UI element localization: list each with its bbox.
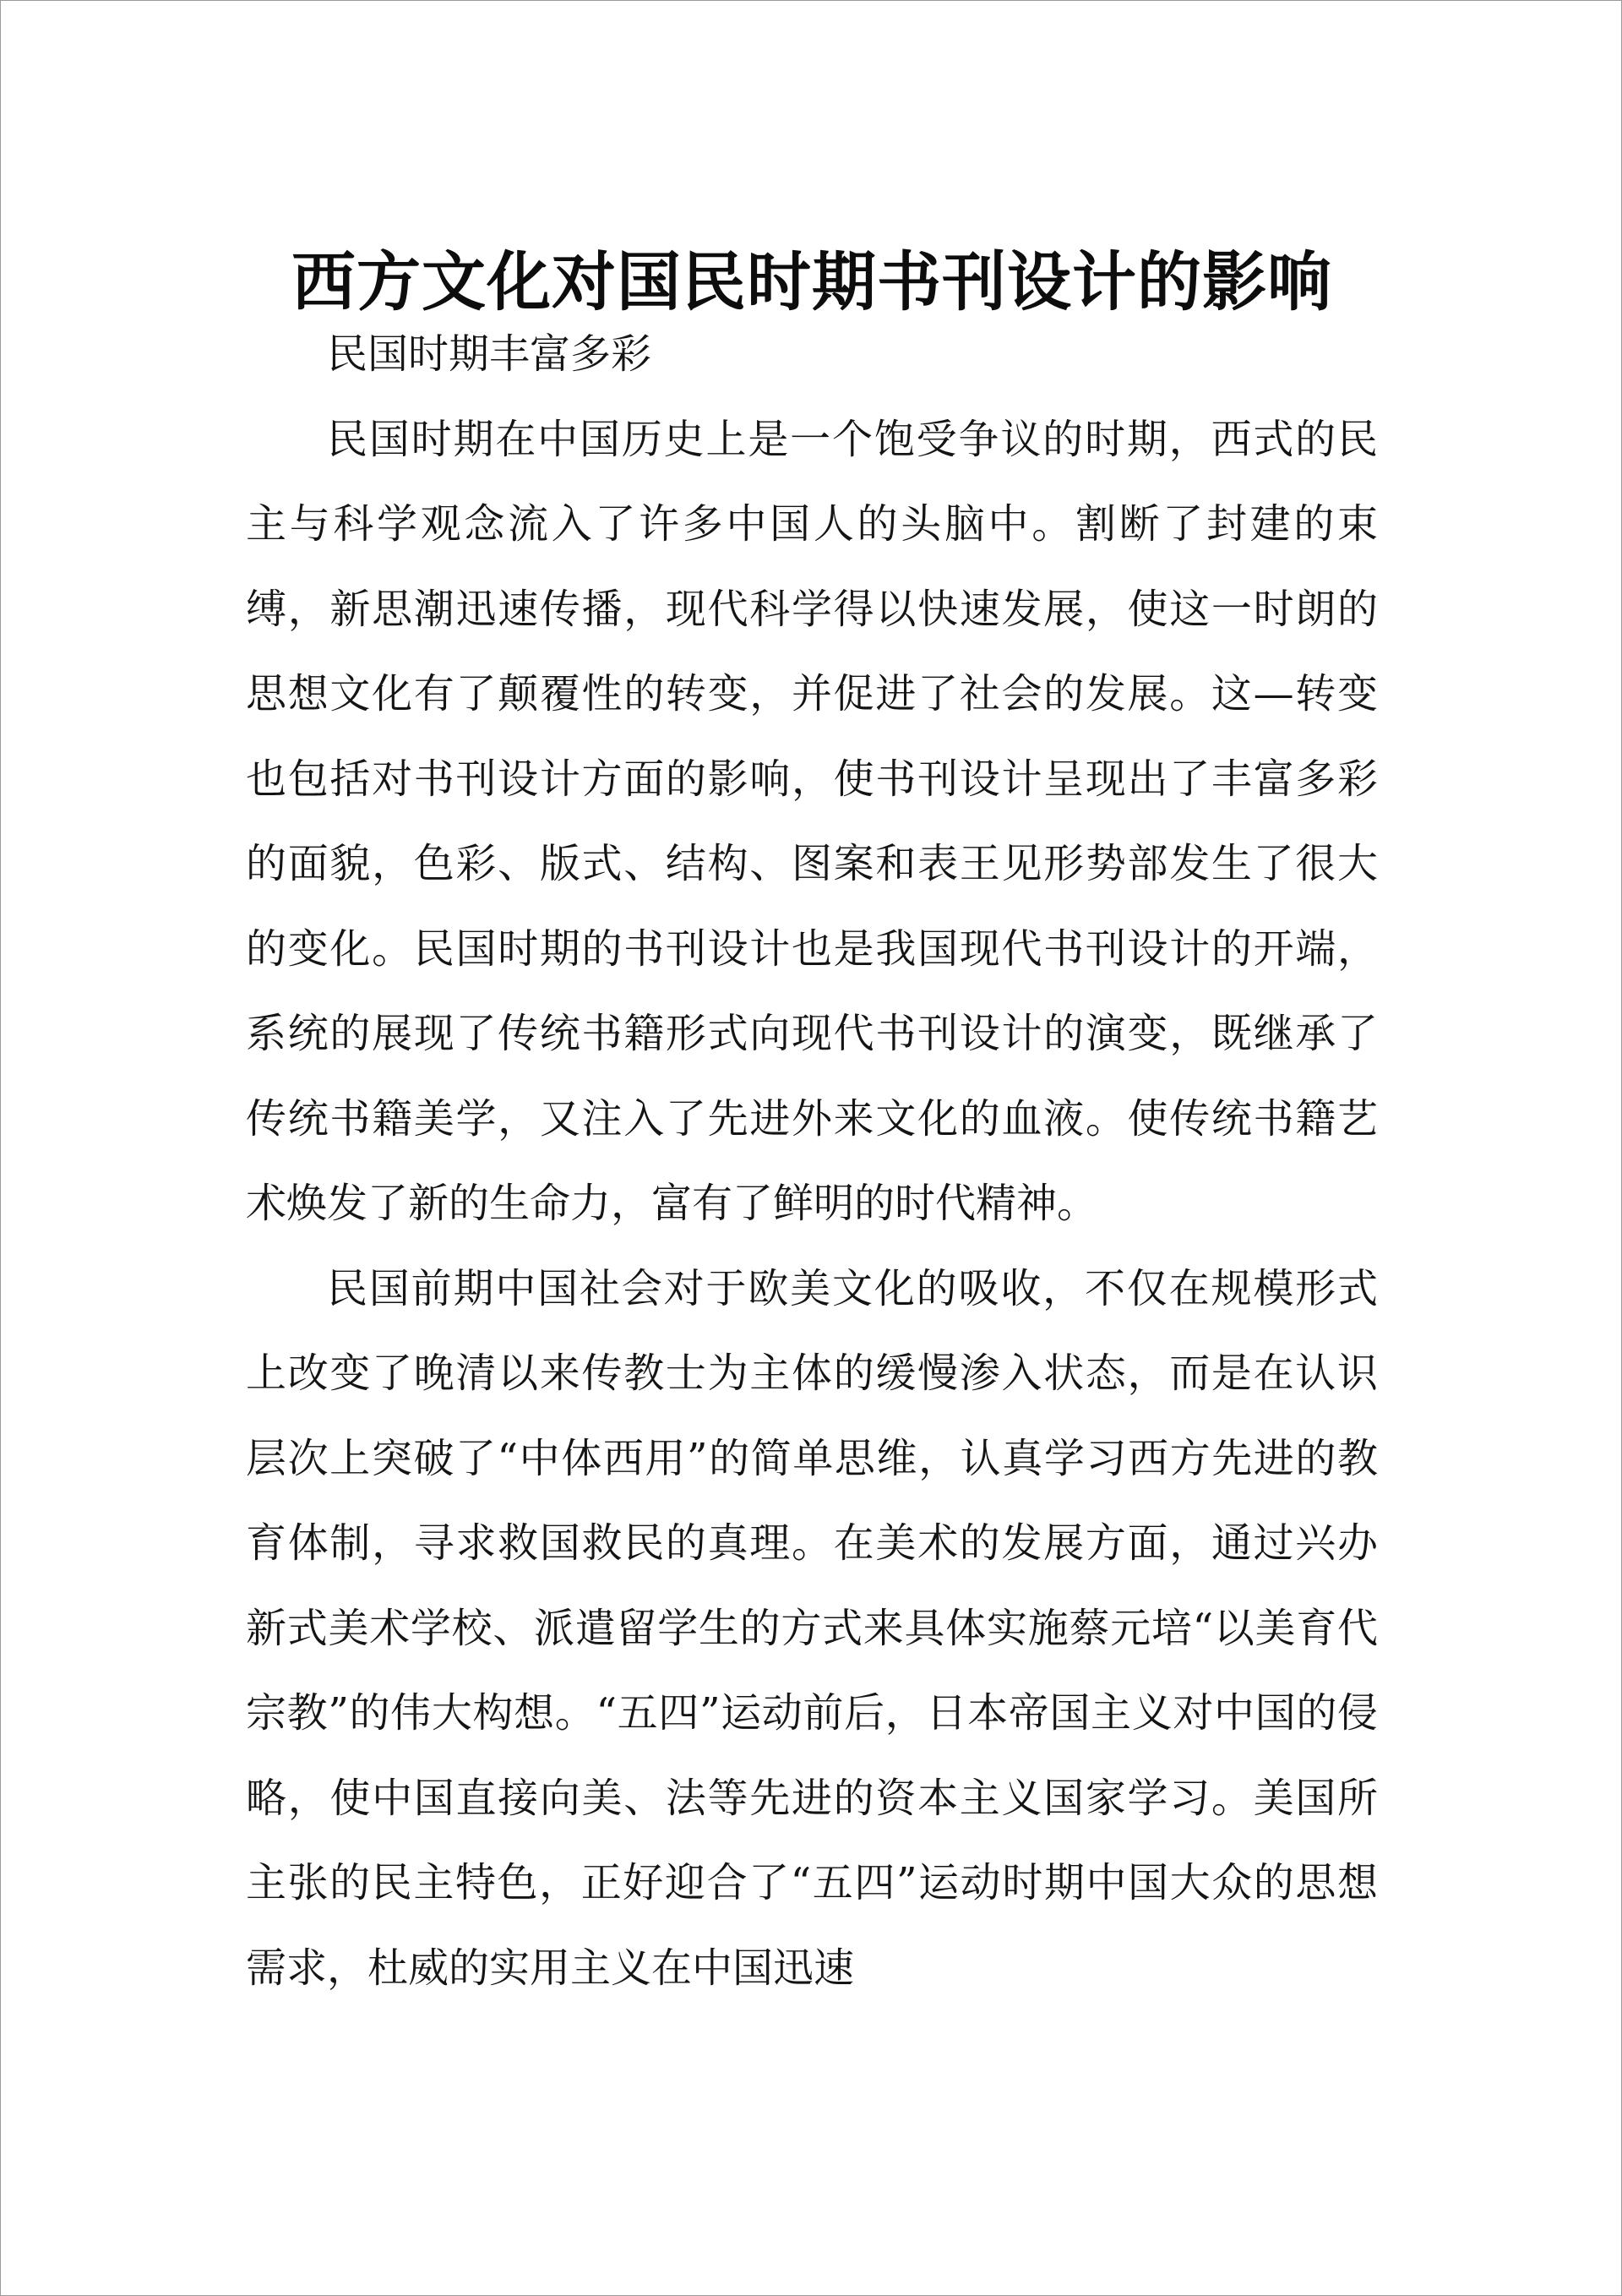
- paragraph-1: 民国时期在中国历史上是一个饱受争议的时期，西式的民主与科学观念流入了许多中国人的头脑中。割断了封建的束缚，新思潮迅速传播，现代科学得以快速发展，使这一时朗的思想文化有了颠覆性的转变，并促进了社会的发展。这—转变也包括对书刊设计方面的影响，使书刊设计呈现出了丰富多彩的面貌，色彩、版式、结构、图案和表王见形势部发生了很大的变化。民国时期的书刊设计也是我国现代书刊设计的开端，系统的展现了传统书籍形式向现代书刊设计的演变，既继承了传统书籍美学，又注入了先进外来文化的血液。使传统书籍艺术焕发了新的生命力，富有了鲜明的时代精神。: [246, 415, 1378, 1227]
- document-title: 西方文化对国民时期书刊设计的影响: [291, 243, 1332, 319]
- paragraph-2: 民国前期中国社会对于欧美文化的吸收，不仅在规模形式上改变了晚清以来传教士为主体的缓慢渗入状态，而是在认识层次上突破了“中体西用”的简单思维，认真学习西方先进的教育体制，寻求救国救民的真理。在美术的发展方面，通过兴办新式美术学校、派遣留学生的方式来具体实施蔡元培“以美育代宗教”的伟大构想。“五四”运动前后，日本帝国主义对中国的侵略，使中国直接向美、法等先进的资本主义国家学习。美国所主张的民主特色，正好迎合了“五四”运动时期中国大众的思想需求，杜威的实用主义在中国迅速: [246, 1264, 1378, 1992]
- document-body: [246, 312, 1378, 2010]
- paragraph-subheading: 民国时期丰富多彩: [327, 330, 652, 378]
